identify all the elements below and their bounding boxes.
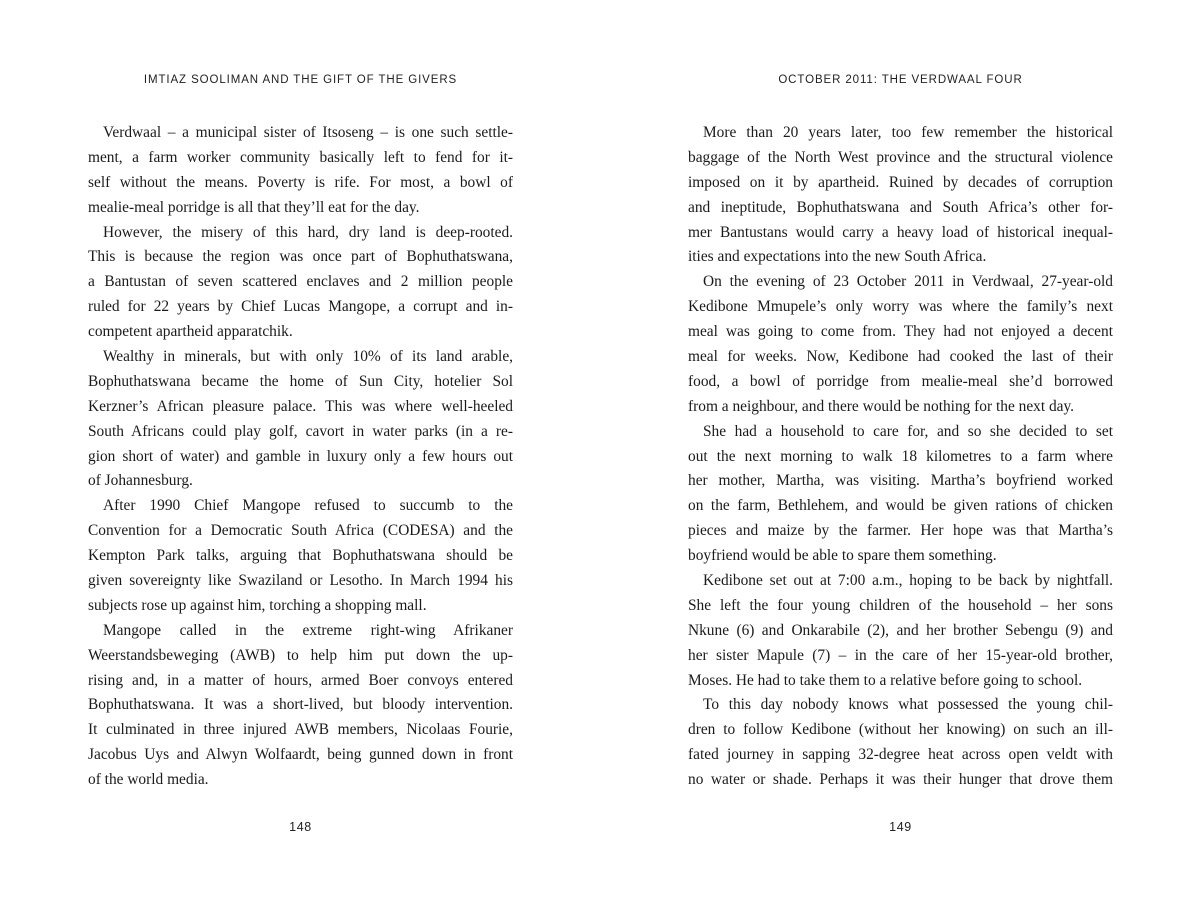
text-line: To this day nobody knows what possessed the young chil- xyxy=(703,696,1113,714)
text-line: Nkune (6) and Onkarabile (2), and her brother Sebengu (9) and xyxy=(688,621,1113,639)
text-line: meal was going to come from. They had not enjoyed a decent xyxy=(688,323,1113,341)
text-line: rising and, in a matter of hours, armed Boer convoys entered xyxy=(88,671,513,689)
left-page-number: 148 xyxy=(289,820,312,834)
text-line: She had a household to care for, and so she decided to set xyxy=(703,422,1113,440)
text-line: This is because the region was once part of Bophuthatswana, xyxy=(88,248,513,266)
right-running-head: OCTOBER 2011: THE VERDWAAL FOUR xyxy=(778,74,1023,86)
text-line: baggage of the North West province and the structural violence xyxy=(688,148,1113,166)
text-line: However, the misery of this hard, dry land is deep-rooted. xyxy=(103,223,513,241)
text-line: of Johannesburg. xyxy=(88,472,193,490)
text-line: of the world media. xyxy=(88,771,209,789)
text-line: from a neighbour, and there would be nothing for the next day. xyxy=(688,397,1075,415)
text-line: On the evening of 23 October 2011 in Verdwaal, 27-year-old xyxy=(703,273,1113,291)
text-line: dren to follow Kedibone (without her knowing) on such an ill- xyxy=(688,721,1113,739)
text-line: Convention for a Democratic South Africa (CODESA) and the xyxy=(88,522,513,540)
text-line: Verdwaal – a municipal sister of Itsoseng – is one such settle- xyxy=(103,124,513,141)
text-line: South Africans could play golf, cavort in water parks (in a re- xyxy=(88,422,513,440)
text-line: competent apartheid apparatchik. xyxy=(88,323,293,341)
left-running-head: IMTIAZ SOOLIMAN AND THE GIFT OF THE GIVERS xyxy=(143,74,458,86)
text-line: given sovereignty like Swaziland or Lesotho. In March 1994 his xyxy=(88,572,513,590)
text-line: out the next morning to walk 18 kilometres to a farm where xyxy=(688,447,1113,465)
text-line: food, a bowl of porridge from mealie-meal she’d borrowed xyxy=(688,372,1113,390)
text-line: no water or shade. Perhaps it was their hunger that drove them xyxy=(688,771,1113,789)
text-line: fated journey in sapping 32-degree heat across open veldt with xyxy=(688,746,1113,764)
text-line: Jacobus Uys and Alwyn Wolfaardt, being gunned down in front xyxy=(88,746,513,764)
text-line: Kempton Park talks, arguing that Bophuthatswana should be xyxy=(88,547,513,565)
text-line: After 1990 Chief Mangope refused to succumb to the xyxy=(103,497,513,515)
text-line: ruled for 22 years by Chief Lucas Mangope, a corrupt and in- xyxy=(88,298,513,316)
text-line: her mother, Martha, was visiting. Martha’s boyfriend worked xyxy=(688,472,1113,490)
text-line: Weerstandsbeweging (AWB) to help him put down the up- xyxy=(88,646,513,664)
text-line: meal for weeks. Now, Kedibone had cooked the last of their xyxy=(688,348,1113,366)
text-line: More than 20 years later, too few remember the historical xyxy=(703,124,1113,141)
text-line: ment, a farm worker community basically left to fend for it- xyxy=(88,148,513,166)
text-line: Kedibone Mmupele’s only worry was where the family’s next xyxy=(688,298,1113,316)
left-page-body xyxy=(88,121,513,793)
text-line: She left the four young children of the household – her sons xyxy=(688,596,1113,614)
text-line: Mangope called in the extreme right-wing Afrikaner xyxy=(103,621,513,639)
text-line: boyfriend would be able to spare them something. xyxy=(688,547,997,565)
left-page xyxy=(88,0,513,917)
right-page xyxy=(688,0,1113,917)
text-line: ities and expectations into the new South Africa. xyxy=(688,248,987,266)
text-line: Bophuthatswana. It was a short-lived, but bloody intervention. xyxy=(88,696,513,714)
text-line: Moses. He had to take them to a relative before going to school. xyxy=(688,671,1083,689)
text-line: gion short of water) and gamble in luxury only a few hours out xyxy=(88,447,513,465)
text-line: Kedibone set out at 7:00 a.m., hoping to be back by nightfall. xyxy=(703,572,1113,590)
text-line: self without the means. Poverty is rife. For most, a bowl of xyxy=(88,173,513,191)
text-line: a Bantustan of seven scattered enclaves and 2 million people xyxy=(88,273,513,291)
text-line: and ineptitude, Bophuthatswana and South Africa’s other for- xyxy=(688,198,1113,216)
text-line: subjects rose up against him, torching a shopping mall. xyxy=(88,596,427,614)
right-page-body xyxy=(688,121,1113,793)
text-line: It culminated in three injured AWB members, Nicolaas Fourie, xyxy=(88,721,513,739)
text-line: her sister Mapule (7) – in the care of her 15-year-old brother, xyxy=(688,646,1113,664)
text-line: mer Bantustans would carry a heavy load of historical inequal- xyxy=(688,223,1113,241)
text-line: pieces and maize by the farmer. Her hope was that Martha’s xyxy=(688,522,1113,540)
text-line: imposed on it by apartheid. Ruined by decades of corruption xyxy=(688,173,1113,191)
right-page-number: 149 xyxy=(889,820,912,834)
text-line: Bophuthatswana became the home of Sun City, hotelier Sol xyxy=(88,372,513,390)
text-line: Kerzner’s African pleasure palace. This was where well-heeled xyxy=(88,397,513,415)
text-line: Wealthy in minerals, but with only 10% of its land arable, xyxy=(103,348,513,366)
text-line: mealie-meal porridge is all that they’ll eat for the day. xyxy=(88,198,420,216)
text-line: on the farm, Bethlehem, and would be given rations of chicken xyxy=(688,497,1113,515)
